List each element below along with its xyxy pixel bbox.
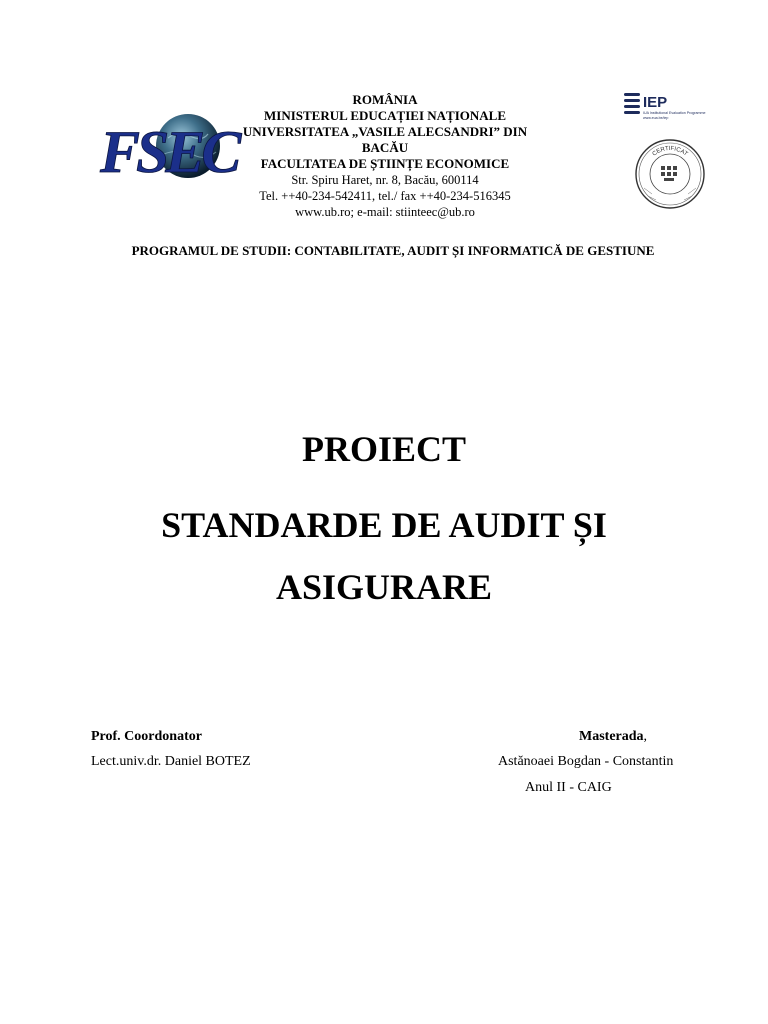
iep-logo-caption: IUA Institutional Evaluation Programme: [643, 111, 706, 115]
ministry-line: MINISTERUL EDUCAȚIEI NAȚIONALE: [264, 108, 506, 123]
country-line: ROMÂNIA: [352, 92, 418, 107]
phone-line: Tel. ++40-234-542411, tel./ fax ++40-234-516345: [259, 189, 511, 203]
seal-text: CERTIFICAT: [651, 145, 689, 158]
title-line-1: PROIECT: [301, 429, 467, 469]
student-name: Astănoaei Bogdan - Constantin: [498, 754, 674, 769]
certification-seal: [634, 138, 706, 210]
iep-logo: [622, 88, 720, 122]
student-label-suffix: ,: [643, 729, 648, 744]
iep-logo-text: IEP: [643, 94, 668, 111]
address-line: Str. Spiru Haret, nr. 8, Bacău, 600114: [291, 173, 479, 187]
fsec-logo: [98, 108, 238, 185]
iep-logo-url: www.eua.be/iep: [643, 116, 669, 120]
title-line-3: ASIGURARE: [275, 567, 493, 607]
coordinator-name: Lect.univ.dr. Daniel BOTEZ: [91, 754, 251, 769]
fsec-logo-text: FSEC: [100, 119, 238, 185]
web-line: www.ub.ro; e-mail: stiinteec@ub.ro: [295, 205, 475, 219]
study-program: PROGRAMUL DE STUDII: CONTABILITATE, AUDIT ȘI INFORMATICĂ DE GESTIUNE: [131, 243, 655, 258]
student-label-text: Masterada: [579, 729, 644, 744]
faculty-line: FACULTATEA DE ȘTIINȚE ECONOMICE: [260, 156, 510, 171]
university-line: UNIVERSITATEA „VASILE ALECSANDRI” DIN BACĂU: [242, 124, 528, 155]
student-year: Anul II - CAIG: [525, 780, 612, 795]
student-label: [579, 729, 647, 745]
svg-text:CERTIFICAT: [652, 146, 689, 158]
coordinator-label: Prof. Coordonator: [91, 729, 202, 744]
title-line-2: STANDARDE DE AUDIT ȘI: [161, 505, 607, 545]
institution-header: [220, 92, 550, 220]
